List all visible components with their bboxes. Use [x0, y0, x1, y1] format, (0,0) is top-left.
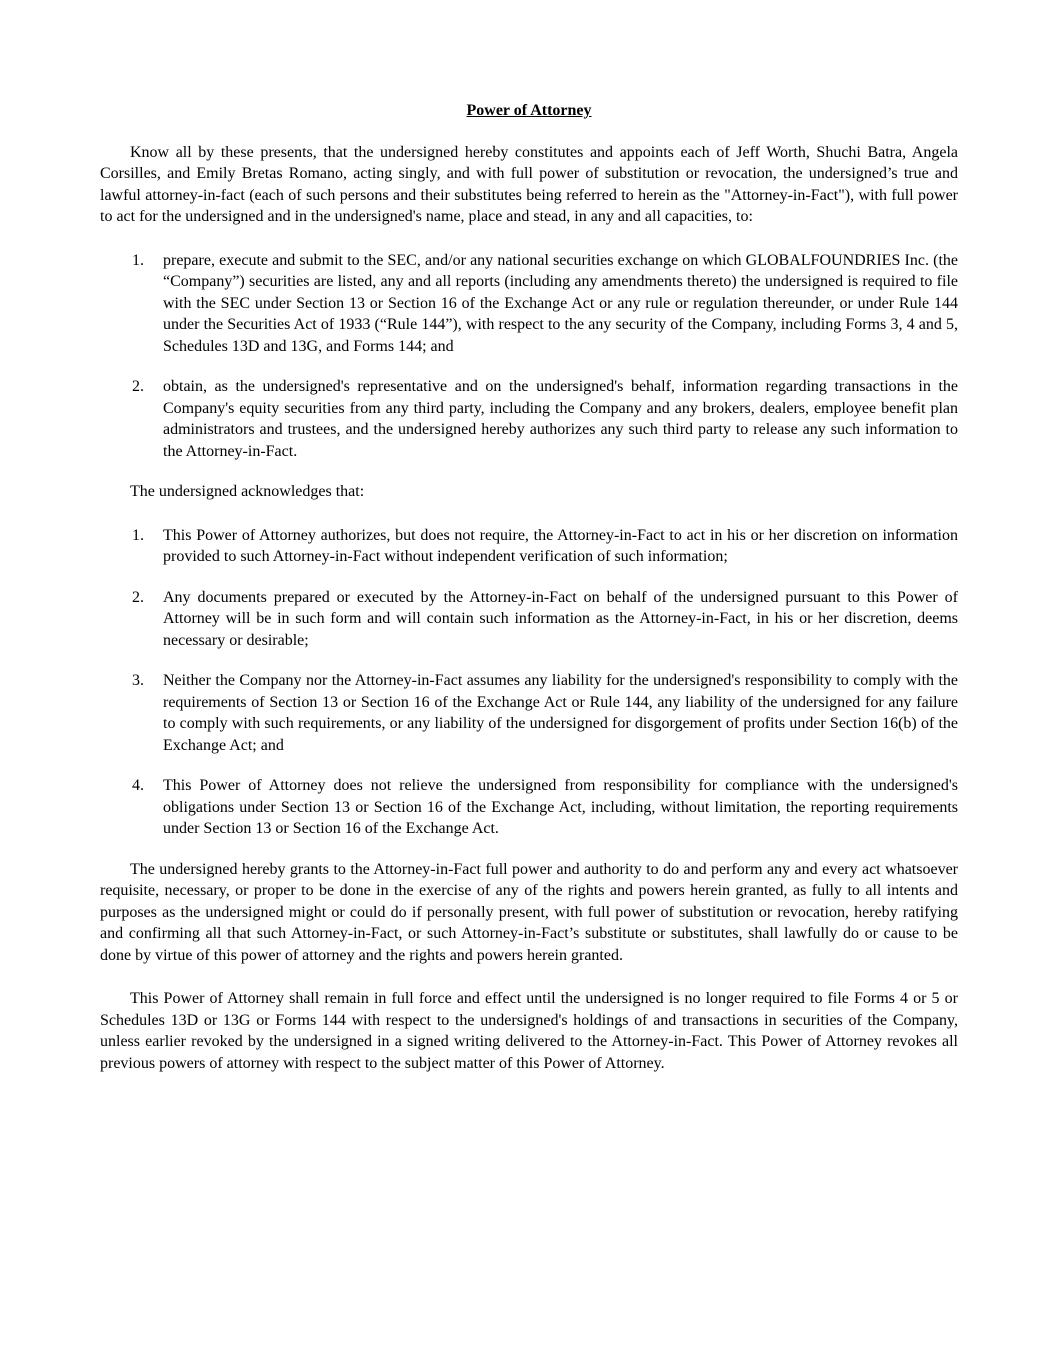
list-text: Any documents prepared or executed by the Attorney-in-Fact on behalf of the undersigned pursuant to this Power of Attorney will be in such form and will contain such information as the Attorney-in-Fact, in his or her discretion, deems necessary or desirable; — [163, 588, 958, 649]
acknowledge-list-item-4 — [100, 775, 958, 840]
list-number: 2. — [132, 378, 144, 395]
list-number: 1. — [132, 526, 144, 544]
list-text: This Power of Attorney does not relieve the undersigned from responsibility for compliance with the undersigned's obligations under Section 13 or Section 16 of the Exchange Act, including, without limitation, the reporting requirements under Section 13 or Section 16 of the Exchange Act. — [163, 777, 958, 837]
list-text: prepare, execute and submit to the SEC, and/or any national securities exchange on which GLOBALFOUNDRIES Inc. (the “Company”) securities are listed, any and all reports (including any amendments thereto) the undersigned is required to file with the SEC under Section 13 or Section 16 of the Exchange Act or any rule or regulation thereunder, or under Rule 144 under the Securities Act of 1933 (“Rule 144”), with respect to the any security of the Company, including Forms 3, 4 and 5, Schedules 13D and 13G, and Forms 144; and — [163, 251, 958, 355]
list-number: 4. — [132, 777, 144, 794]
document-title: Power of Attorney — [466, 102, 592, 119]
list-text: Neither the Company nor the Attorney-in-Fact assumes any liability for the undersigned's responsibility to comply with the requirements of Section 13 or Section 16 of the Exchange Act or Rule 144, any liability of the undersigned for any failure to comply with such requirements, or any liability of the undersigned for disgorgement of profits under Section 16(b) of the Exchange Act; and — [163, 672, 958, 754]
list-text: obtain, as the undersigned's representative and on the undersigned's behalf, information regarding transactions in the Company's equity securities from any third party, including the Company and any brokers, dealers, employee benefit plan administrators and trustees, and the undersigned hereby authorizes any such third party to release any such information to the Attorney-in-Fact. — [163, 378, 958, 460]
list-number: 3. — [132, 672, 144, 689]
intro-paragraph: Know all by these presents, that the undersigned hereby constitutes and appoints each of Jeff Worth, Shuchi Batra, Angela Corsilles, and Emily Bretas Romano, acting singly, and with full power of substitution or revocation, the undersigned’s true and lawful attorney-in-fact (each of such persons and their substitutes being referred to herein as the "Attorney-in-Fact"), with full power to act for the undersigned and in the undersigned's name, place and stead, in any and all capacities, to: — [100, 143, 958, 225]
list-number: 2. — [132, 588, 144, 606]
acknowledge-list — [100, 525, 958, 840]
powers-list-item-2 — [100, 376, 958, 462]
duration-paragraph: This Power of Attorney shall remain in full force and effect until the undersigned is no longer required to file Forms 4 or 5 or Schedules 13D or 13G or Forms 144 with respect to the undersigned's holdings of and transactions in securities of the Company, unless earlier revoked by the undersigned in a signed writing delivered to the Attorney-in-Fact. This Power of Attorney revokes all previous powers of attorney with respect to the subject matter of this Power of Attorney. — [100, 990, 958, 1072]
powers-list-item-1 — [100, 250, 958, 358]
acknowledge-list-item-3 — [100, 670, 958, 756]
grant-paragraph: The undersigned hereby grants to the Attorney-in-Fact full power and authority to do and perform any and every act whatsoever requisite, necessary, or proper to be done in the exercise of any of the rights and powers herein granted, as fully to all intents and purposes as the undersigned might or could do if personally present, with full power of substitution or revocation, hereby ratifying and confirming all that such Attorney-in-Fact, or such Attorney-in-Fact’s substitute or substitutes, shall lawfully do or cause to be done by virtue of this power of attorney and the rights and powers herein granted. — [100, 860, 958, 964]
powers-list — [100, 250, 958, 463]
acknowledge-intro: The undersigned acknowledges that: — [130, 483, 365, 500]
acknowledge-list-item-2 — [100, 587, 958, 652]
acknowledge-list-item-1 — [100, 525, 958, 568]
list-number: 1. — [132, 251, 144, 269]
list-text: This Power of Attorney authorizes, but does not require, the Attorney-in-Fact to act in his or her discretion on information provided to such Attorney-in-Fact without independent verification of such information; — [163, 526, 958, 565]
